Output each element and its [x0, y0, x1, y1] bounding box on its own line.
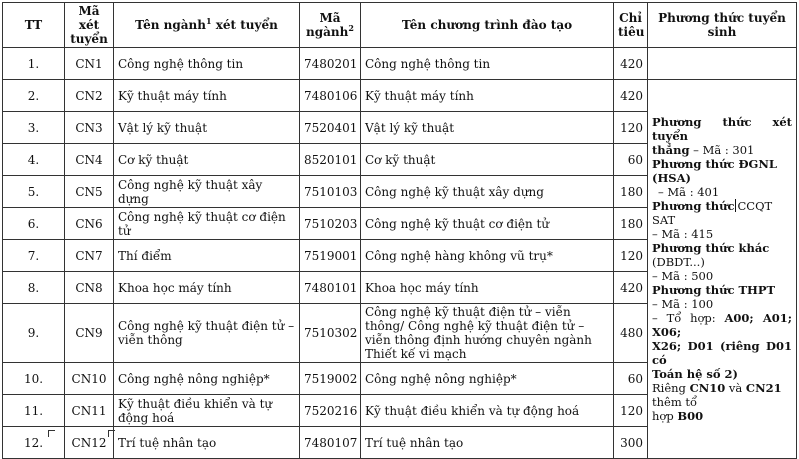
cell-code: CN8: [65, 272, 114, 304]
cell-program: Công nghệ nông nghiệp*: [361, 363, 614, 395]
cell-code: CN10: [65, 363, 114, 395]
method-direct-title: Phương thức xét tuyển: [652, 115, 792, 143]
cell-program: Công nghệ kỹ thuật xây dựng: [361, 176, 614, 208]
cell-major: Công nghệ nông nghiệp*: [114, 363, 300, 395]
method-thpt-code: – Mã : 100: [652, 297, 714, 311]
cell-tt: 6.: [3, 208, 65, 240]
cell-code: CN4: [65, 144, 114, 176]
cell-tt: 8.: [3, 272, 65, 304]
method-other-title: Phương thức khác: [652, 241, 770, 255]
header-ten-nganh-suffix: xét tuyển: [211, 18, 278, 32]
cell-tt: 10.: [3, 363, 65, 395]
cell-major: Kỹ thuật máy tính: [114, 80, 300, 112]
cell-quota: 180: [614, 176, 648, 208]
table-row: [3, 80, 797, 112]
admission-methods-cell: [648, 80, 797, 459]
cell-program: Công nghệ kỹ thuật cơ điện tử: [361, 208, 614, 240]
cell-major-code: 7520216: [300, 395, 361, 427]
cell-program: Kỹ thuật máy tính: [361, 80, 614, 112]
cell-major-code: 7519001: [300, 240, 361, 272]
cell-code: CN2: [65, 80, 114, 112]
method-hsa-code: – Mã : 401: [658, 185, 720, 199]
cell-code: CN12: [65, 427, 114, 459]
method-hsa-title: Phương thức ĐGNL (HSA): [652, 157, 777, 185]
cell-major: Kỹ thuật điều khiển và tự động hoá: [114, 395, 300, 427]
cell-program: Khoa học máy tính: [361, 272, 614, 304]
method-sat-title-2: CCQT SAT: [652, 199, 773, 227]
method-extra-g: B00: [677, 409, 704, 423]
cell-major: Vật lý kỹ thuật: [114, 112, 300, 144]
method-sat-title: Phương thức: [652, 199, 735, 213]
cell-major-code: 7480201: [300, 48, 361, 80]
table-row: [3, 48, 797, 80]
cell-code: CN9: [65, 304, 114, 363]
cell-program: Vật lý kỹ thuật: [361, 112, 614, 144]
cell-quota: 120: [614, 395, 648, 427]
method-other-code: – Mã : 500: [652, 269, 714, 283]
cell-major-code: 7480101: [300, 272, 361, 304]
method-combo-b: X26; D01 (riêng D01 có: [652, 339, 792, 367]
cell-major: Trí tuệ nhân tạo: [114, 427, 300, 459]
cell-quota: 60: [614, 144, 648, 176]
method-combo-a: A00; A01; X06;: [652, 311, 792, 339]
cell-major-code: 7520401: [300, 112, 361, 144]
method-extra-a: Riêng: [652, 381, 690, 395]
cell-tt: 4.: [3, 144, 65, 176]
footnote-1: 1: [205, 16, 212, 26]
cell-quota: 420: [614, 272, 648, 304]
header-phuong-thuc: Phương thức tuyển sinh: [648, 3, 797, 48]
cell-code: CN1: [65, 48, 114, 80]
cell-major: Thí điểm: [114, 240, 300, 272]
cell-major-code: 7480107: [300, 427, 361, 459]
cell-major-code: 7510103: [300, 176, 361, 208]
footnote-2: 2: [348, 23, 354, 33]
method-direct-title-2: thẳng: [652, 143, 690, 157]
method-extra-d: CN21: [745, 381, 782, 395]
cell-major-code: 7510203: [300, 208, 361, 240]
cell-major: Công nghệ kỹ thuật cơ điện tử: [114, 208, 300, 240]
cell-program: Công nghệ hàng không vũ trụ*: [361, 240, 614, 272]
header-ma-nganh-text: Mã ngành: [306, 11, 349, 39]
header-ma-xet-tuyen: Mã xét tuyển: [65, 3, 114, 48]
cell-program: Công nghệ thông tin: [361, 48, 614, 80]
cell-major: Cơ kỹ thuật: [114, 144, 300, 176]
method-direct-code: – Mã : 301: [689, 143, 755, 157]
cell-major: Khoa học máy tính: [114, 272, 300, 304]
cell-major-code: 7519002: [300, 363, 361, 395]
header-ten-nganh: [114, 3, 300, 48]
cell-major-code: 7480106: [300, 80, 361, 112]
cell-tt: 3.: [3, 112, 65, 144]
cell-major: Công nghệ thông tin: [114, 48, 300, 80]
method-thpt-title: Phương thức THPT: [652, 283, 776, 297]
cell-tt: 7.: [3, 240, 65, 272]
method-sat-code: – Mã : 415: [652, 227, 714, 241]
cell-tt: 2.: [3, 80, 65, 112]
cell-quota: 180: [614, 208, 648, 240]
cell-major: Công nghệ kỹ thuật điện tử – viễn thông: [114, 304, 300, 363]
method-other-note: (DBDT...): [652, 255, 705, 269]
cell-quota: 60: [614, 363, 648, 395]
cell-code: CN6: [65, 208, 114, 240]
method-extra-c: và: [725, 381, 746, 395]
header-ten-nganh-text: Tên ngành: [135, 18, 206, 32]
table-body: [3, 48, 797, 459]
header-ma-nganh: [300, 3, 361, 48]
method-combo-c: Toán hệ số 2): [652, 367, 738, 381]
cell-tt: 11.: [3, 395, 65, 427]
cell-tt: 5.: [3, 176, 65, 208]
cell-tt: 9.: [3, 304, 65, 363]
cell-major-code: 7510302: [300, 304, 361, 363]
method-extra-e: thêm tổ: [652, 395, 698, 409]
header-tt: TT: [3, 3, 65, 48]
cell-code: CN7: [65, 240, 114, 272]
cell-quota: 420: [614, 80, 648, 112]
header-chuong-trinh: Tên chương trình đào tạo: [361, 3, 614, 48]
cell-major-code: 8520101: [300, 144, 361, 176]
cell-quota: 420: [614, 48, 648, 80]
header-row: [3, 3, 797, 48]
method-extra-f: hợp: [652, 409, 678, 423]
cell-program: Kỹ thuật điều khiển và tự động hoá: [361, 395, 614, 427]
method-combo-prefix: – Tổ hợp:: [652, 311, 725, 325]
cell-tt: 1.: [3, 48, 65, 80]
cell-program: Trí tuệ nhân tạo: [361, 427, 614, 459]
methods-blank-cell: [648, 48, 797, 80]
cell-tt: 12.: [3, 427, 65, 459]
cell-quota: 480: [614, 304, 648, 363]
cell-quota: 120: [614, 112, 648, 144]
method-extra-b: CN10: [689, 381, 726, 395]
cell-quota: 300: [614, 427, 648, 459]
cell-major: Công nghệ kỹ thuật xây dựng: [114, 176, 300, 208]
cell-code: CN5: [65, 176, 114, 208]
cell-program: Cơ kỹ thuật: [361, 144, 614, 176]
cell-code: CN3: [65, 112, 114, 144]
cell-code: CN11: [65, 395, 114, 427]
admission-table: [2, 2, 797, 459]
cell-program: Công nghệ kỹ thuật điện tử – viễn thông/ Công nghệ kỹ thuật điện tử – viễn thông định hướng chuyên ngành Thiết kế vi mạch: [361, 304, 614, 363]
cell-quota: 120: [614, 240, 648, 272]
header-chi-tieu: Chỉ tiêu: [614, 3, 648, 48]
